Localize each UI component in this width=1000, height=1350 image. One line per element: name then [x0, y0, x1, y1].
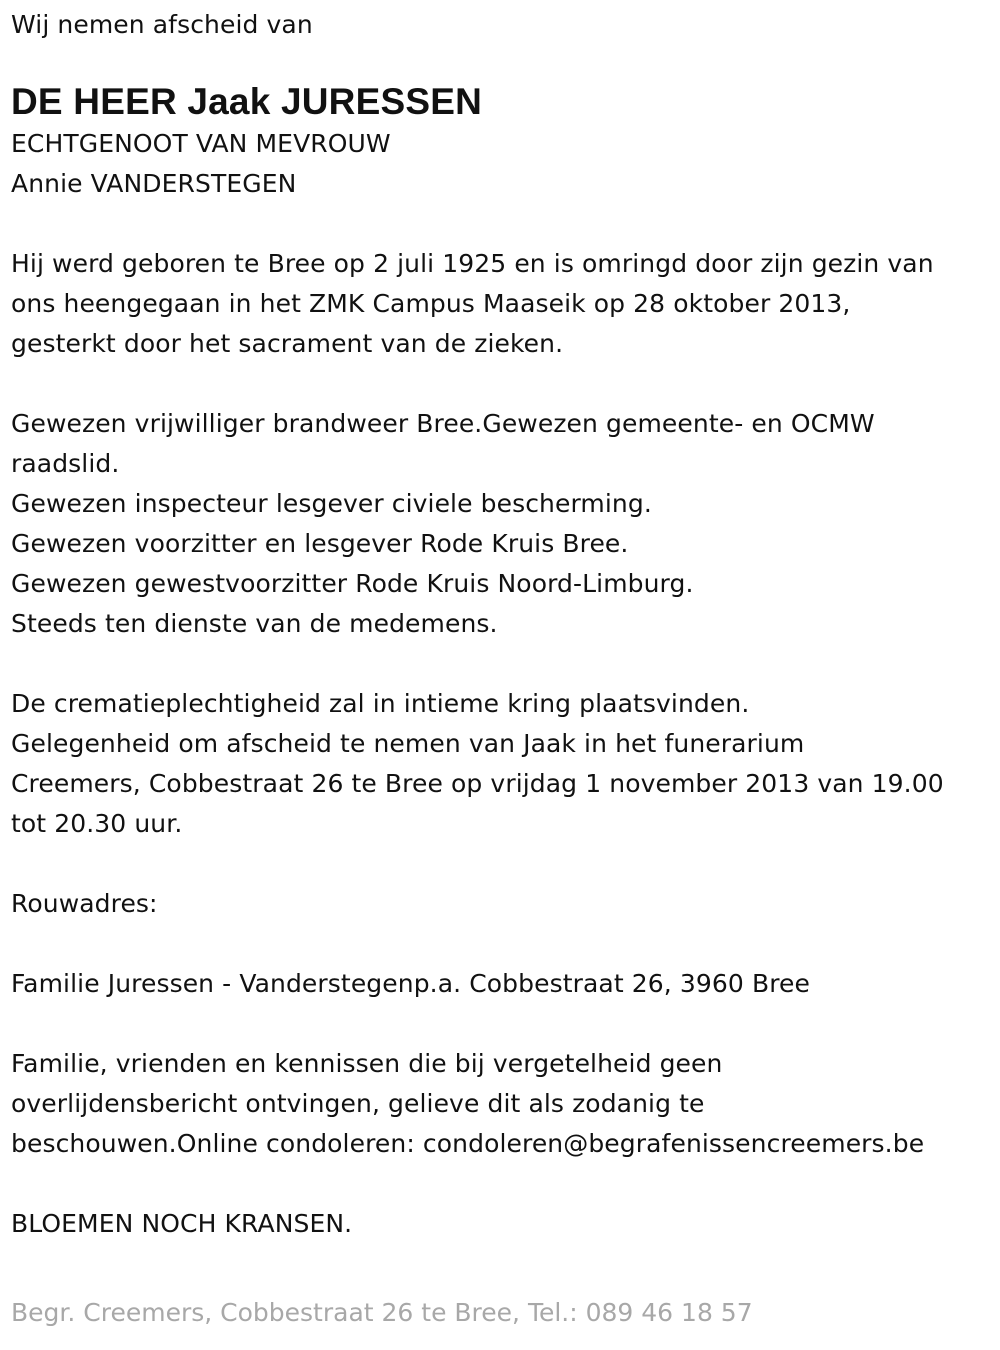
intro-text: Wij nemen afscheid van: [11, 10, 313, 39]
mourning-address-label: Rouwadres:: [11, 889, 158, 918]
spacer: [11, 844, 990, 884]
paragraph-line: raadslid.: [11, 449, 120, 478]
relation-text: ECHTGENOOT VAN MEVROUW: [11, 129, 391, 158]
notice-paragraph: [11, 1044, 990, 1164]
paragraph-line: Gewezen voorzitter en lesgever Rode Kruis Bree.: [11, 529, 629, 558]
flowers-notice: BLOEMEN NOCH KRANSEN.: [11, 1209, 353, 1238]
paragraph-line: Gewezen gewestvoorzitter Rode Kruis Noord-Limburg.: [11, 569, 694, 598]
paragraph-line: beschouwen.Online condoleren: condoleren@begrafenissencreemers.be: [11, 1129, 925, 1158]
paragraph-line: Gelegenheid om afscheid te nemen van Jaak in het funerarium: [11, 729, 805, 758]
paragraph-line: Gewezen inspecteur lesgever civiele bescherming.: [11, 489, 652, 518]
spacer: [11, 924, 990, 964]
paragraph-line: ons heengegaan in het ZMK Campus Maaseik op 28 oktober 2013,: [11, 289, 851, 318]
paragraph-line: Steeds ten dienste van de medemens.: [11, 609, 498, 638]
paragraph-line: overlijdensbericht ontvingen, gelieve dit als zodanig te: [11, 1089, 705, 1118]
spouse-name: Annie VANDERSTEGEN: [11, 169, 297, 198]
spacer: [11, 1164, 990, 1204]
career-paragraph: [11, 404, 990, 644]
paragraph-line: gesterkt door het sacrament van de zieken.: [11, 329, 564, 358]
deceased-name: DE HEER Jaak JURESSEN: [11, 81, 482, 122]
paragraph-line: tot 20.30 uur.: [11, 809, 183, 838]
spacer: [11, 1004, 990, 1044]
paragraph-line: Gewezen vrijwilliger brandweer Bree.Gewezen gemeente- en OCMW: [11, 409, 875, 438]
spacer: [11, 204, 990, 244]
ceremony-paragraph: [11, 684, 990, 844]
spacer: [11, 644, 990, 684]
birth-death-paragraph: [11, 244, 990, 364]
paragraph-line: De crematieplechtigheid zal in intieme kring plaatsvinden.: [11, 689, 750, 718]
funeral-home-footer: Begr. Creemers, Cobbestraat 26 te Bree, Tel.: 089 46 18 57: [11, 1298, 753, 1327]
paragraph-line: Hij werd geboren te Bree op 2 juli 1925 en is omringd door zijn gezin van: [11, 249, 934, 278]
paragraph-line: Creemers, Cobbestraat 26 te Bree op vrijdag 1 november 2013 van 19.00: [11, 769, 944, 798]
paragraph-line: Familie, vrienden en kennissen die bij vergetelheid geen: [11, 1049, 723, 1078]
mourning-address: Familie Juressen - Vanderstegenp.a. Cobbestraat 26, 3960 Bree: [11, 969, 811, 998]
spacer: [11, 364, 990, 404]
